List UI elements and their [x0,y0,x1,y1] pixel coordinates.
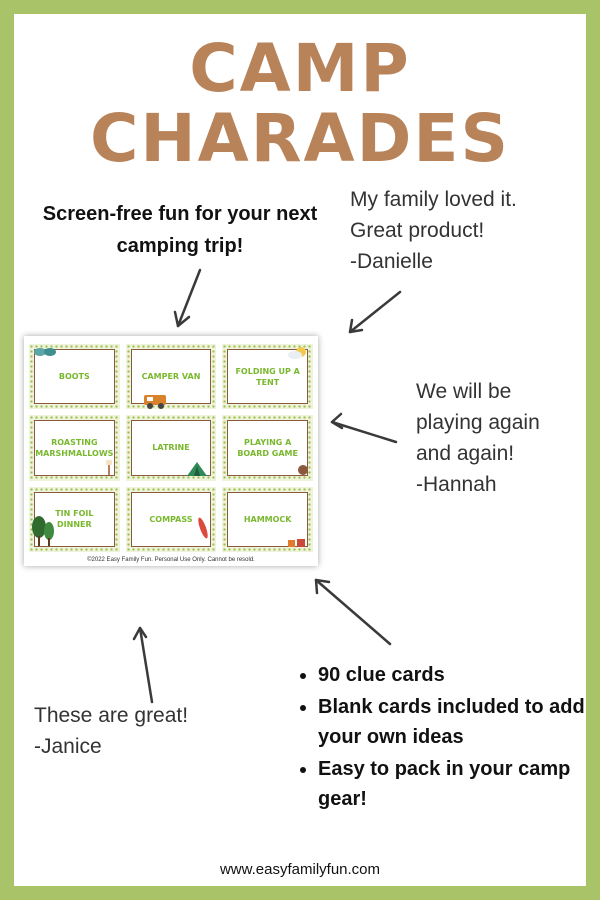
testimonial-janice: These are great! -Janice [34,704,189,758]
card-label: TIN FOIL DINNER [55,509,94,530]
website-url: www.easyfamilyfun.com [219,861,381,878]
testimonial-hannah: We will be playing again and again! -Hannah [416,380,540,496]
arrow-from-hannah-icon [332,414,396,442]
arrow-from-janice-icon [134,628,152,702]
sheet-copyright: ©2022 Easy Family Fun. Personal Use Only. Cannot be resold. [87,557,255,563]
tent-icon [186,461,208,477]
arrow-from-tagline-icon [175,270,200,326]
card-label: HAMMOCK [243,514,292,524]
kayak-icon [196,515,210,541]
card-hammock [222,487,313,552]
card-roasting-marshmallows [29,415,120,480]
card-label: FOLDING UP A TENT [235,366,300,387]
arrow-from-features-icon [316,580,390,644]
feature-item: • Blank cards included to add your own ideas [318,692,600,752]
card-label: BOOTS [58,372,90,382]
card-camper-van [126,344,217,409]
backpack-icon [287,538,307,548]
card-playing-a-board-game [222,415,313,480]
card-boots [29,344,120,409]
boots-icon [33,346,57,358]
trees-icon [31,514,55,548]
page-title-line-2: CHARADES [89,100,511,177]
testimonial-danielle: My family loved it. Great product! -Danielle [350,188,517,273]
card-compass [126,487,217,552]
feature-item: • 90 clue cards [318,660,600,690]
tagline: Screen-free fun for your next camping trip! [42,203,318,257]
arrow-from-danielle-icon [350,292,400,332]
card-label: COMPASS [149,514,193,524]
sample-card-sheet [24,336,318,566]
page-title-line-1: CAMP [189,30,411,107]
card-label: PLAYING A BOARD GAME [237,437,298,458]
card-folding-up-a-tent [222,344,313,409]
card-label: ROASTING MARSHMALLOWS [35,437,114,458]
feature-list [296,660,600,816]
card-latrine [126,415,217,480]
cloud-sun-icon [287,346,309,360]
card-label: LATRINE [152,443,190,453]
game-piece-icon [296,463,310,477]
camper-van-icon [142,392,172,410]
feature-item: • Easy to pack in your camp gear! [318,754,600,814]
card-grid [29,344,313,552]
card-label: CAMPER VAN [141,372,201,382]
card-tin-foil-dinner [29,487,120,552]
marshmallow-stick-icon [104,459,114,477]
